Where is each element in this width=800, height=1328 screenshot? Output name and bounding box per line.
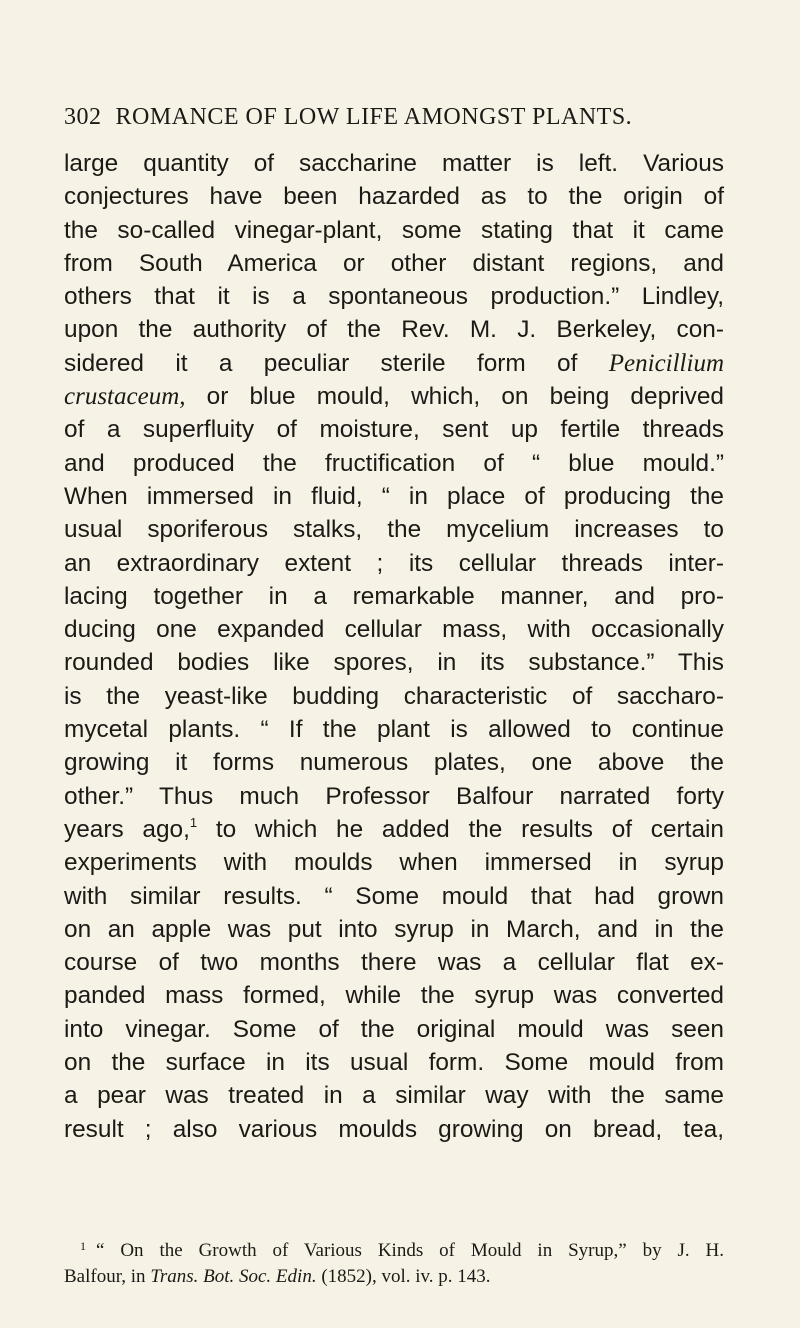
footnote <box>64 1233 724 1290</box>
text-line <box>64 347 724 380</box>
running-header <box>64 104 724 131</box>
text-line <box>64 813 724 846</box>
text-line: conjectures have been hazarded as to the origin of <box>64 183 724 211</box>
footnote-text: Balfour, in <box>64 1266 151 1287</box>
text-line: rounded bodies like spores, in its substance.” This <box>64 649 724 677</box>
text-line: into vinegar. Some of the original mould was seen <box>64 1015 724 1043</box>
footnote-line <box>64 1233 724 1264</box>
text-line: is the yeast-like budding characteristic of saccharo- <box>64 682 724 710</box>
text-span: to which he added the results of certain <box>197 815 724 843</box>
footnote-marker: 1 <box>80 1239 86 1253</box>
footnote-reference: 1 <box>189 814 198 830</box>
text-line: panded mass formed, while the syrup was converted <box>64 982 724 1010</box>
text-line: other.” Thus much Professor Balfour narrated forty <box>64 782 724 810</box>
running-title: ROMANCE OF LOW LIFE AMONGST PLANTS. <box>115 104 633 130</box>
text-line: the so-called vinegar-plant, some stating that it came <box>64 216 724 244</box>
footnote-text: (1852), vol. iv. p. 143. <box>316 1266 491 1287</box>
text-line: with similar results. “ Some mould that had grown <box>64 882 724 910</box>
text-line: on an apple was put into syrup in March, and in the <box>64 915 724 943</box>
text-span: sidered it a peculiar sterile form of <box>64 349 609 377</box>
text-line: of a superfluity of moisture, sent up fertile threads <box>64 416 724 444</box>
italic-genus: Penicillium <box>608 349 724 377</box>
text-line: experiments with moulds when immersed in syrup <box>64 849 724 877</box>
text-line: upon the authority of the Rev. M. J. Berkeley, con- <box>64 316 724 344</box>
text-line: and produced the fructification of “ blue mould.” <box>64 449 724 477</box>
text-line: result ; also various moulds growing on bread, tea, <box>64 1115 724 1143</box>
body-text <box>64 147 724 1146</box>
text-line: usual sporiferous stalks, the mycelium increases to <box>64 516 724 544</box>
text-line: course of two months there was a cellular flat ex- <box>64 949 724 977</box>
footnote-line <box>64 1264 724 1290</box>
text-line: ducing one expanded cellular mass, with occasionally <box>64 616 724 644</box>
text-span: or blue mould, which, on being deprived <box>185 383 724 411</box>
footnote-text: “ On the Growth of Various Kinds of Mould in Syrup,” by J. H. <box>96 1240 724 1261</box>
text-line <box>64 380 724 413</box>
italic-species: crustaceum, <box>64 383 186 411</box>
text-line: others that it is a spontaneous production.” Lindley, <box>64 283 724 311</box>
text-line: a pear was treated in a similar way with the same <box>64 1082 724 1110</box>
text-line: large quantity of saccharine matter is left. Various <box>64 150 724 177</box>
text-span: years ago, <box>64 815 190 843</box>
text-line: growing it forms numerous plates, one above the <box>64 749 724 777</box>
page-number: 302 <box>64 104 102 130</box>
text-line: an extraordinary extent ; its cellular threads inter- <box>64 549 724 577</box>
text-line: mycetal plants. “ If the plant is allowed to continue <box>64 716 724 744</box>
text-line: lacing together in a remarkable manner, and pro- <box>64 582 724 610</box>
text-line: When immersed in fluid, “ in place of producing the <box>64 482 724 510</box>
text-line: on the surface in its usual form. Some mould from <box>64 1049 724 1077</box>
text-line: from South America or other distant regions, and <box>64 249 724 277</box>
journal-title: Trans. Bot. Soc. Edin. <box>150 1266 317 1287</box>
